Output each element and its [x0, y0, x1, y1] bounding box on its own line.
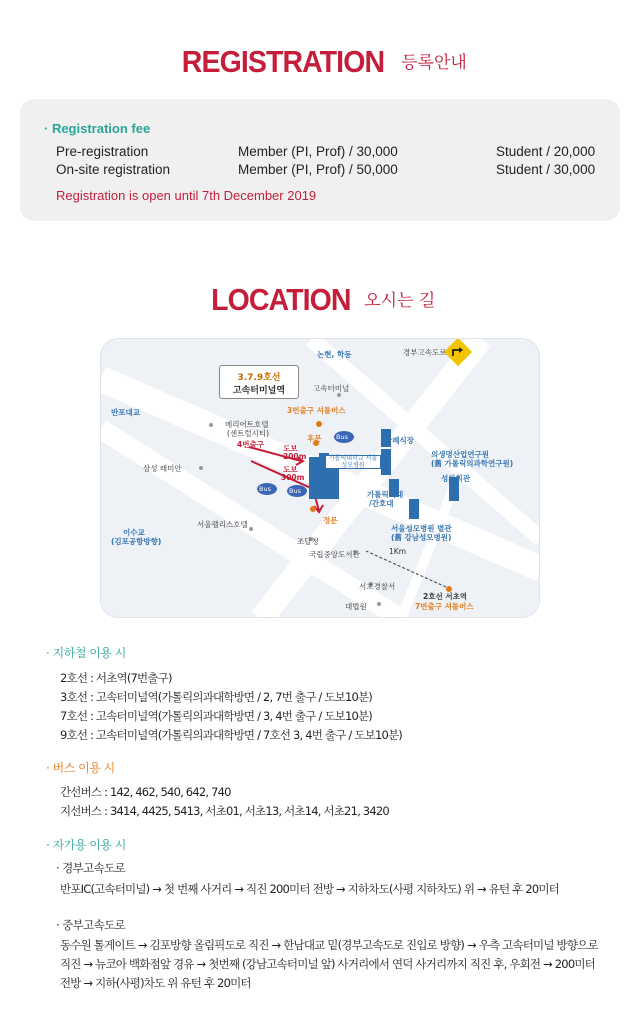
map-label-walk1-dist: 200m	[283, 452, 307, 461]
car-route-name: · 경부고속도로	[56, 861, 126, 875]
fee-member: Member (PI, Prof) / 30,000	[238, 144, 398, 159]
registration-deadline-note: Registration is open until 7th December 2019	[56, 188, 317, 203]
subway-line: 3호선 : 고속터미널역(가톨릭의과대학방면 / 2, 7번 출구 / 도보10분)	[60, 690, 372, 704]
map-graphic	[101, 339, 540, 618]
map-label-medcollege: 가톨릭의대	[367, 490, 404, 499]
registration-title-en: REGISTRATION	[181, 44, 385, 79]
map-label-research-sub: (舊 가톨릭의과학연구원)	[431, 459, 514, 468]
map-label-seocho-exit: 7번출구 셔틀버스	[415, 602, 474, 611]
map-label-distance: 1Km	[389, 547, 406, 556]
car-heading: · 자가용 이용 시	[46, 838, 126, 852]
car-route-name: · 중부고속도로	[56, 918, 126, 932]
map-label-walk1: 도보	[283, 444, 298, 453]
fee-type: Pre-registration	[56, 144, 149, 159]
map-label-seongui: 성의회관	[441, 474, 470, 483]
fee-student: Student / 20,000	[496, 144, 596, 159]
fee-member: Member (PI, Prof) / 50,000	[238, 162, 398, 177]
bus-line: 지선버스 : 3414, 4425, 5413, 서초01, 서초13, 서초14, 서초21, 3420	[60, 804, 389, 818]
map-label-marriott: 메리어트호텔	[225, 420, 269, 429]
map-label-expressway: 경부고속도로	[403, 348, 447, 357]
map-label-cafeteria: 장례식장	[385, 436, 414, 445]
map-bus-label: Bus	[289, 487, 301, 495]
bus-line: 간선버스 : 142, 462, 540, 642, 740	[60, 785, 231, 799]
map-label-back-gate: 후문	[307, 434, 322, 443]
map-station-name: 고속터미널역	[232, 386, 286, 396]
location-title	[0, 282, 640, 318]
map-label-annex: 서울성모병원 별관	[391, 524, 452, 533]
map-bus-label: Bus	[336, 433, 348, 441]
car-route-text: 동수원 톨게이트 → 김포방향 올림픽도로 직진 → 한남대교 밑(경부고속도로 진입로 방향) → 우측 고속터미널 방향으로 직진 → 뉴코아 백화점앞 경유 → 첫번째 (강남고속터미널 앞) 사거리에서 연덕 사거리까지 직진 후, 우회전 → 200미터 전방 → 지하(사평)차도 위 유턴 후 20미터	[60, 938, 598, 990]
map-label-marriott-sub: (센트럴시티)	[227, 429, 270, 438]
map-label-research: 의생명산업연구원	[431, 450, 489, 459]
map-label-library: 국립중앙도서관	[309, 550, 360, 559]
fee-student: Student / 30,000	[496, 162, 596, 177]
map-label-joyak: 조달청	[297, 537, 319, 546]
map-label-banpo: 반포대교	[111, 408, 140, 417]
map-label-walk2: 도보	[283, 465, 298, 474]
map-label-main-gate: 정문	[323, 516, 338, 525]
map-label-court: 대법원	[345, 602, 367, 611]
fee-heading: · Registration fee	[44, 121, 151, 136]
location-title-ko: 오시는 길	[364, 291, 436, 311]
map-label-walk2-dist: 300m	[281, 473, 305, 482]
map-label-isu-sub: (김포공항방향)	[111, 537, 162, 546]
subway-line: 7호선 : 고속터미널역(가톨릭의과대학방면 / 3, 4번 출구 / 도보10분)	[60, 709, 372, 723]
subway-line: 2호선 : 서초역(7번출구)	[60, 671, 172, 685]
bus-heading: · 버스 이용 시	[46, 761, 115, 775]
registration-title	[0, 44, 640, 80]
map-hospital-box: 가톨릭대학교 서울성모병원	[325, 455, 381, 469]
location-map	[100, 338, 540, 618]
map-label-nonhyeon: 논현, 학동	[317, 350, 352, 359]
subway-line: 9호선 : 고속터미널역(가톨릭의과대학방면 / 7호선 3, 4번 출구 / 도보10분)	[60, 728, 402, 742]
subway-heading: · 지하철 이용 시	[46, 646, 126, 660]
map-label-police: 서초경찰서	[359, 582, 396, 591]
map-label-palace: 서울팰리스호텔	[197, 520, 248, 529]
fee-type: On-site registration	[56, 162, 171, 177]
map-label-samsung: 삼성 래미안	[143, 464, 182, 473]
map-label-annex-sub: (舊 강남성모병원)	[391, 533, 452, 542]
registration-fee-box	[20, 99, 620, 221]
map-label-exit3: 3번출구 셔틀버스	[287, 406, 346, 415]
map-label-medcollege-sub: /간호대	[369, 499, 394, 508]
map-bus-label: Bus	[259, 485, 271, 493]
map-label-exit4: 4번출구	[237, 440, 264, 449]
map-station-box	[219, 365, 299, 399]
registration-title-ko: 등록안내	[401, 53, 467, 73]
map-label-isu: 이수교	[123, 528, 145, 537]
map-station-lines: 3.7.9호선	[237, 373, 281, 383]
location-title-en: LOCATION	[210, 282, 351, 317]
car-route-text: 반포IC(고속터미널) → 첫 번째 사거리 → 직진 200미터 전방 → 지하차도(사평 지하차도) 위 → 유턴 후 20미터	[60, 882, 559, 896]
map-label-seocho: 2호선 서초역	[423, 592, 468, 601]
map-label-terminal: 고속터미널	[313, 384, 350, 393]
